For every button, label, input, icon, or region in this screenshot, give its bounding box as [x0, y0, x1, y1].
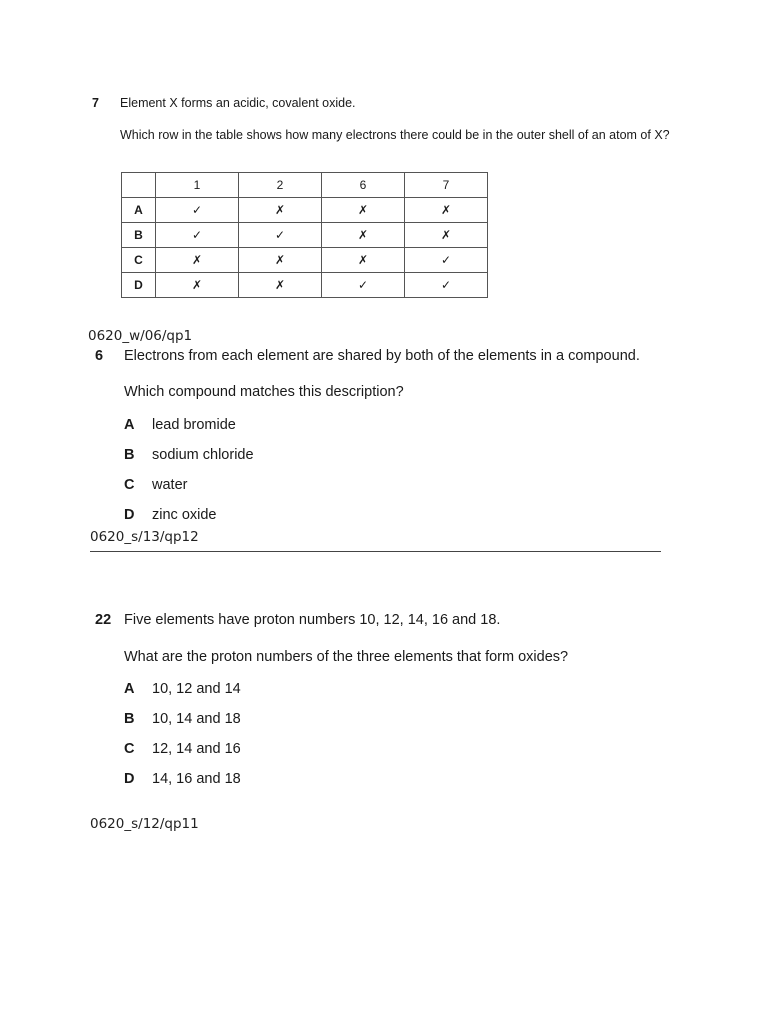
q22-source-reference: 0620_s/12/qp11	[90, 816, 199, 832]
q22-number: 22	[95, 612, 112, 628]
q22-option-d	[124, 771, 241, 787]
table-cell: ✗	[322, 248, 405, 273]
table-cell: ✓	[405, 248, 488, 273]
table-cell: ✗	[156, 248, 239, 273]
option-text: 14, 16 and 18	[152, 771, 241, 787]
option-text: 10, 12 and 14	[152, 681, 241, 697]
table-cell: ✗	[239, 273, 322, 298]
option-letter: B	[124, 447, 135, 463]
q7-number: 7	[92, 96, 99, 110]
q6-question: Which compound matches this description?	[124, 384, 404, 400]
table-cell: ✗	[405, 223, 488, 248]
q7-stem: Element X forms an acidic, covalent oxide.	[120, 96, 356, 110]
option-text: 12, 14 and 16	[152, 741, 241, 757]
row-label: A	[122, 198, 156, 223]
option-letter: B	[124, 711, 135, 727]
section-divider	[90, 551, 661, 552]
q7-source-reference: 0620_w/06/qp1	[88, 328, 193, 344]
q7-question: Which row in the table shows how many electrons there could be in the outer shell of an atom of X?	[120, 128, 670, 142]
table-cell: ✓	[239, 223, 322, 248]
table-cell: ✓	[322, 273, 405, 298]
q6-source-reference: 0620_s/13/qp12	[90, 529, 199, 545]
option-text: sodium chloride	[152, 447, 254, 463]
q22-option-a	[124, 681, 241, 697]
table-cell: ✗	[239, 198, 322, 223]
option-letter: C	[124, 477, 135, 493]
table-cell: ✗	[156, 273, 239, 298]
row-label: C	[122, 248, 156, 273]
q6-option-b	[124, 447, 254, 463]
table-header-cell: 7	[405, 173, 488, 198]
q6-option-d	[124, 507, 216, 523]
q22-stem: Five elements have proton numbers 10, 12, 14, 16 and 18.	[124, 612, 501, 628]
table-row	[122, 273, 488, 298]
q7-table	[121, 172, 488, 298]
table-row	[122, 248, 488, 273]
option-text: 10, 14 and 18	[152, 711, 241, 727]
table-cell: ✗	[405, 198, 488, 223]
option-text: lead bromide	[152, 417, 236, 433]
table-cell: ✗	[322, 198, 405, 223]
q22-question: What are the proton numbers of the three elements that form oxides?	[124, 649, 569, 665]
option-letter: D	[124, 507, 135, 523]
q6-number: 6	[95, 348, 104, 364]
table-cell: ✗	[239, 248, 322, 273]
table-header-cell	[122, 173, 156, 198]
q6-option-a	[124, 417, 236, 433]
table-row	[122, 198, 488, 223]
table-row	[122, 223, 488, 248]
table-cell: ✓	[405, 273, 488, 298]
table-header-cell: 2	[239, 173, 322, 198]
option-text: zinc oxide	[152, 507, 217, 523]
option-text: water	[152, 477, 188, 493]
q22-option-b	[124, 711, 241, 727]
table-header-cell: 6	[322, 173, 405, 198]
row-label: D	[122, 273, 156, 298]
option-letter: A	[124, 417, 135, 433]
q6-stem: Electrons from each element are shared by both of the elements in a compound.	[124, 348, 640, 364]
table-cell: ✗	[322, 223, 405, 248]
option-letter: C	[124, 741, 135, 757]
q22-option-c	[124, 741, 241, 757]
row-label: B	[122, 223, 156, 248]
table-cell: ✓	[156, 223, 239, 248]
table-header-cell: 1	[156, 173, 239, 198]
table-header-row	[122, 173, 488, 198]
option-letter: A	[124, 681, 135, 697]
table-cell: ✓	[156, 198, 239, 223]
q6-option-c	[124, 477, 187, 493]
option-letter: D	[124, 771, 135, 787]
